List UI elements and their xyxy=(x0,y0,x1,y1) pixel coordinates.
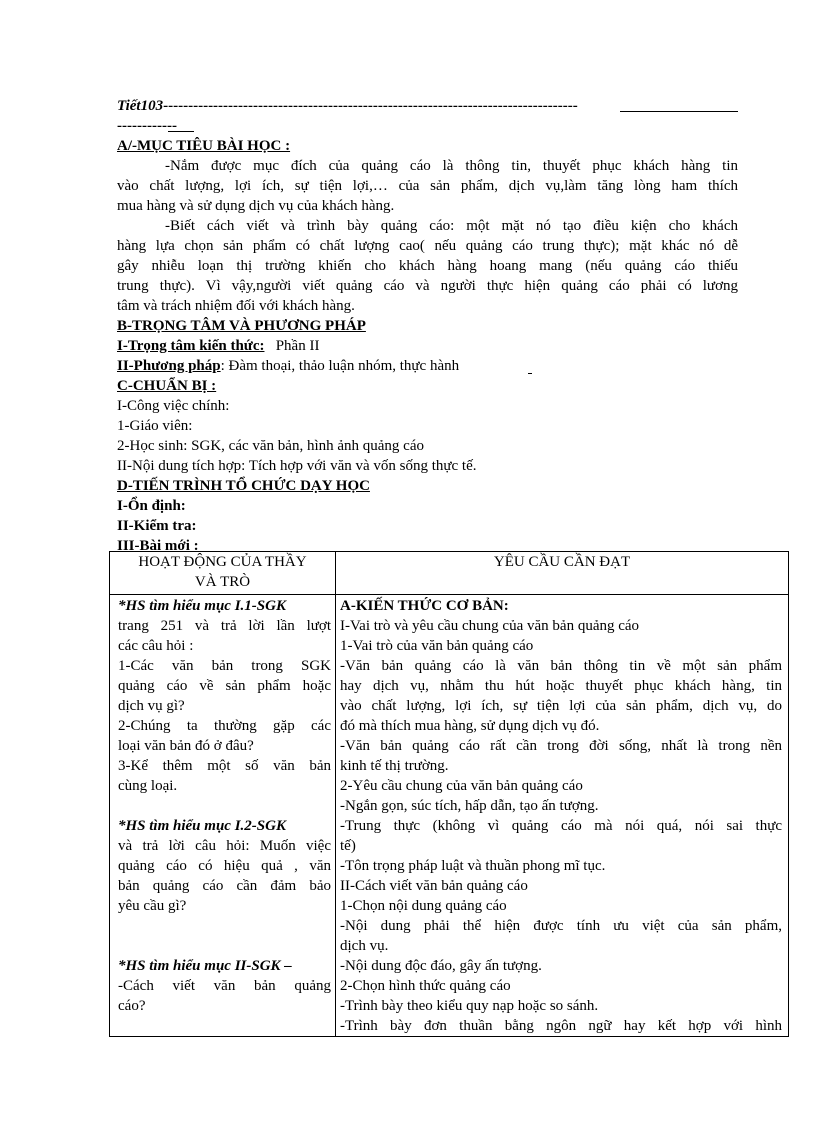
method-line xyxy=(117,356,738,376)
focus-line xyxy=(117,336,738,356)
requirement-line: 1-Vai trò của văn bản quảng cáo xyxy=(340,638,534,654)
method-underline-stub xyxy=(528,373,532,374)
activity-2-line: và trả lời câu hỏi: Muốn việc xyxy=(118,838,331,854)
section-a-title: A/-MỤC TIÊU BÀI HỌC : xyxy=(117,138,291,154)
activity-1-line: quảng cáo về sản phẩm hoặc xyxy=(118,678,331,694)
requirement-line: -Trung thực (không vì quảng cáo mà nói quá, nói sai thực xyxy=(340,818,782,834)
section-d-title: D-TIẾN TRÌNH TỔ CHỨC DẠY HỌC xyxy=(117,478,370,494)
requirement-line: II-Cách viết văn bản quảng cáo xyxy=(340,878,528,894)
focus-value: Phần II xyxy=(275,338,320,354)
lesson-header xyxy=(117,96,757,116)
activity-cell xyxy=(110,595,336,1037)
activity-3-line: -Cách viết văn bản quảng xyxy=(118,978,331,994)
requirement-line: -Ngắn gọn, súc tích, hấp dẫn, tạo ấn tượng. xyxy=(340,798,599,814)
activity-1-line: trang 251 và trả lời lần lượt xyxy=(118,618,331,634)
activity-1-line: các câu hỏi : xyxy=(118,638,194,654)
header-activity-line-1: HOẠT ĐỘNG CỦA THẦY xyxy=(138,554,307,570)
lesson-plan-table xyxy=(109,551,789,1037)
activity-1-line: loại văn bản đó ở đâu? xyxy=(118,738,254,754)
activity-1-title: *HS tìm hiểu mục I.1-SGK xyxy=(118,598,286,614)
objective-2-line-5: tâm và trách nhiệm đối với khách hàng. xyxy=(117,298,355,314)
activity-3-line: cáo? xyxy=(118,998,146,1014)
requirement-line: -Văn bản quảng cáo là văn bản thông tin về một sản phẩm xyxy=(340,658,782,674)
activity-1-line: cùng loại. xyxy=(118,778,178,794)
requirement-line: -Trình bày đơn thuần bằng ngôn ngữ hay kết hợp với hình xyxy=(340,1018,782,1034)
requirement-line: 2-Chọn hình thức quảng cáo xyxy=(340,978,511,994)
objective-2-line-4: trung thực). Vì vậy,người viết quảng cáo và người thực hiện quảng cáo phải có lương xyxy=(117,278,738,294)
objective-1-line-2: vào chất lượng, lợi ích, sự tiện lợi,… của sản phẩm, dịch vụ,làm tăng lòng ham thích xyxy=(117,178,738,194)
requirement-line: -Văn bản quảng cáo rất cần trong đời sống, nhất là trong nền xyxy=(340,738,782,754)
header-rule-2 xyxy=(168,131,194,132)
prep-line-4: II-Nội dung tích hợp: Tích hợp với văn và vốn sống thực tế. xyxy=(117,458,477,474)
activity-3-title: *HS tìm hiểu mục II-SGK – xyxy=(118,958,292,974)
requirement-line: -Tôn trọng pháp luật và thuần phong mĩ tục. xyxy=(340,858,606,874)
focus-label: I-Trọng tâm kiến thức: xyxy=(117,338,265,354)
section-b-title: B-TRỌNG TÂM VÀ PHƯƠNG PHÁP xyxy=(117,318,366,334)
activity-2-line: quảng cáo có hiệu quả , văn xyxy=(118,858,331,874)
header-dashes-2: ------------ xyxy=(117,118,177,134)
requirement-line: I-Vai trò và yêu cầu chung của văn bản quảng cáo xyxy=(340,618,640,634)
step-3: III-Bài mới : xyxy=(117,538,199,554)
activity-1-line: dịch vụ gì? xyxy=(118,698,185,714)
requirement-line: tế) xyxy=(340,838,356,854)
requirement-line: hay dịch vụ, nhằm thu hút hoặc thuyết phục khách hàng, tin xyxy=(340,678,782,694)
objective-2-line-2: hàng lựa chọn sản phẩm có chất lượng cao( nếu quảng cáo trung thực); mặt khác nó dễ xyxy=(117,238,738,254)
knowledge-title: A-KIẾN THỨC CƠ BẢN: xyxy=(340,598,509,614)
prep-line-1: I-Công việc chính: xyxy=(117,398,230,414)
header-activity xyxy=(110,552,336,595)
requirement-line: dịch vụ. xyxy=(340,938,389,954)
step-2: II-Kiểm tra: xyxy=(117,518,197,534)
prep-line-2: 1-Giáo viên: xyxy=(117,418,193,434)
lesson-label: Tiết103 xyxy=(117,98,164,114)
method-label: II-Phương pháp xyxy=(117,358,221,374)
method-value: : Đàm thoại, thảo luận nhóm, thực hành xyxy=(220,358,460,374)
objective-1-line-3: mua hàng và sử dụng dịch vụ của khách hàng. xyxy=(117,198,395,214)
activity-2-title: *HS tìm hiểu mục I.2-SGK xyxy=(118,818,286,834)
header-requirement xyxy=(336,552,789,595)
requirement-line: -Nội dung phải thể hiện được tính ưu việt của sản phẩm, xyxy=(340,918,782,934)
requirement-line: vào chất lượng, lợi ích, sự tiện lợi của sản phẩm, dịch vụ, do xyxy=(340,698,782,714)
header-dashes: ----------------------------------------------------------------------------------- xyxy=(163,98,578,114)
table-header-row xyxy=(110,552,789,595)
activity-2-line: bản quảng cáo cần đảm bảo xyxy=(118,878,331,894)
requirement-line: -Nội dung độc đáo, gây ấn tượng. xyxy=(340,958,542,974)
header-rule xyxy=(620,111,738,112)
requirement-cell xyxy=(336,595,789,1037)
requirement-line: 1-Chọn nội dung quảng cáo xyxy=(340,898,507,914)
prep-line-3: 2-Học sinh: SGK, các văn bản, hình ảnh quảng cáo xyxy=(117,438,425,454)
table-row xyxy=(110,595,789,1037)
section-c-title: C-CHUẨN BỊ : xyxy=(117,378,217,394)
header-requirement-text: YÊU CẦU CẦN ĐẠT xyxy=(493,554,631,570)
objective-2-line-1: -Biết cách viết và trình bày quảng cáo: một mặt nó tạo điều kiện cho khách xyxy=(165,218,738,234)
requirement-line: -Trình bày theo kiểu quy nạp hoặc so sánh. xyxy=(340,998,599,1014)
objective-2-line-3: gây nhiễu loạn thị trường khiến cho khách hàng hoang mang (nếu quảng cáo thiếu xyxy=(117,258,738,274)
activity-1-line: 2-Chúng ta thường gặp các xyxy=(118,718,331,734)
objective-1-line-1: -Nắm được mục đích của quảng cáo là thông tin, thuyết phục khách hàng tin xyxy=(165,158,738,174)
requirement-line: kinh tế thị trường. xyxy=(340,758,449,774)
requirement-line: đó mà thích mua hàng, sử dụng dịch vụ đó. xyxy=(340,718,600,734)
header-activity-line-2: VÀ TRÒ xyxy=(194,574,251,590)
activity-2-line: yêu cầu gì? xyxy=(118,898,187,914)
activity-1-line: 1-Các văn bản trong SGK xyxy=(118,658,331,674)
step-1: I-Ổn định: xyxy=(117,498,186,514)
activity-1-line: 3-Kể thêm một số văn bản xyxy=(118,758,331,774)
requirement-line: 2-Yêu cầu chung của văn bản quảng cáo xyxy=(340,778,583,794)
